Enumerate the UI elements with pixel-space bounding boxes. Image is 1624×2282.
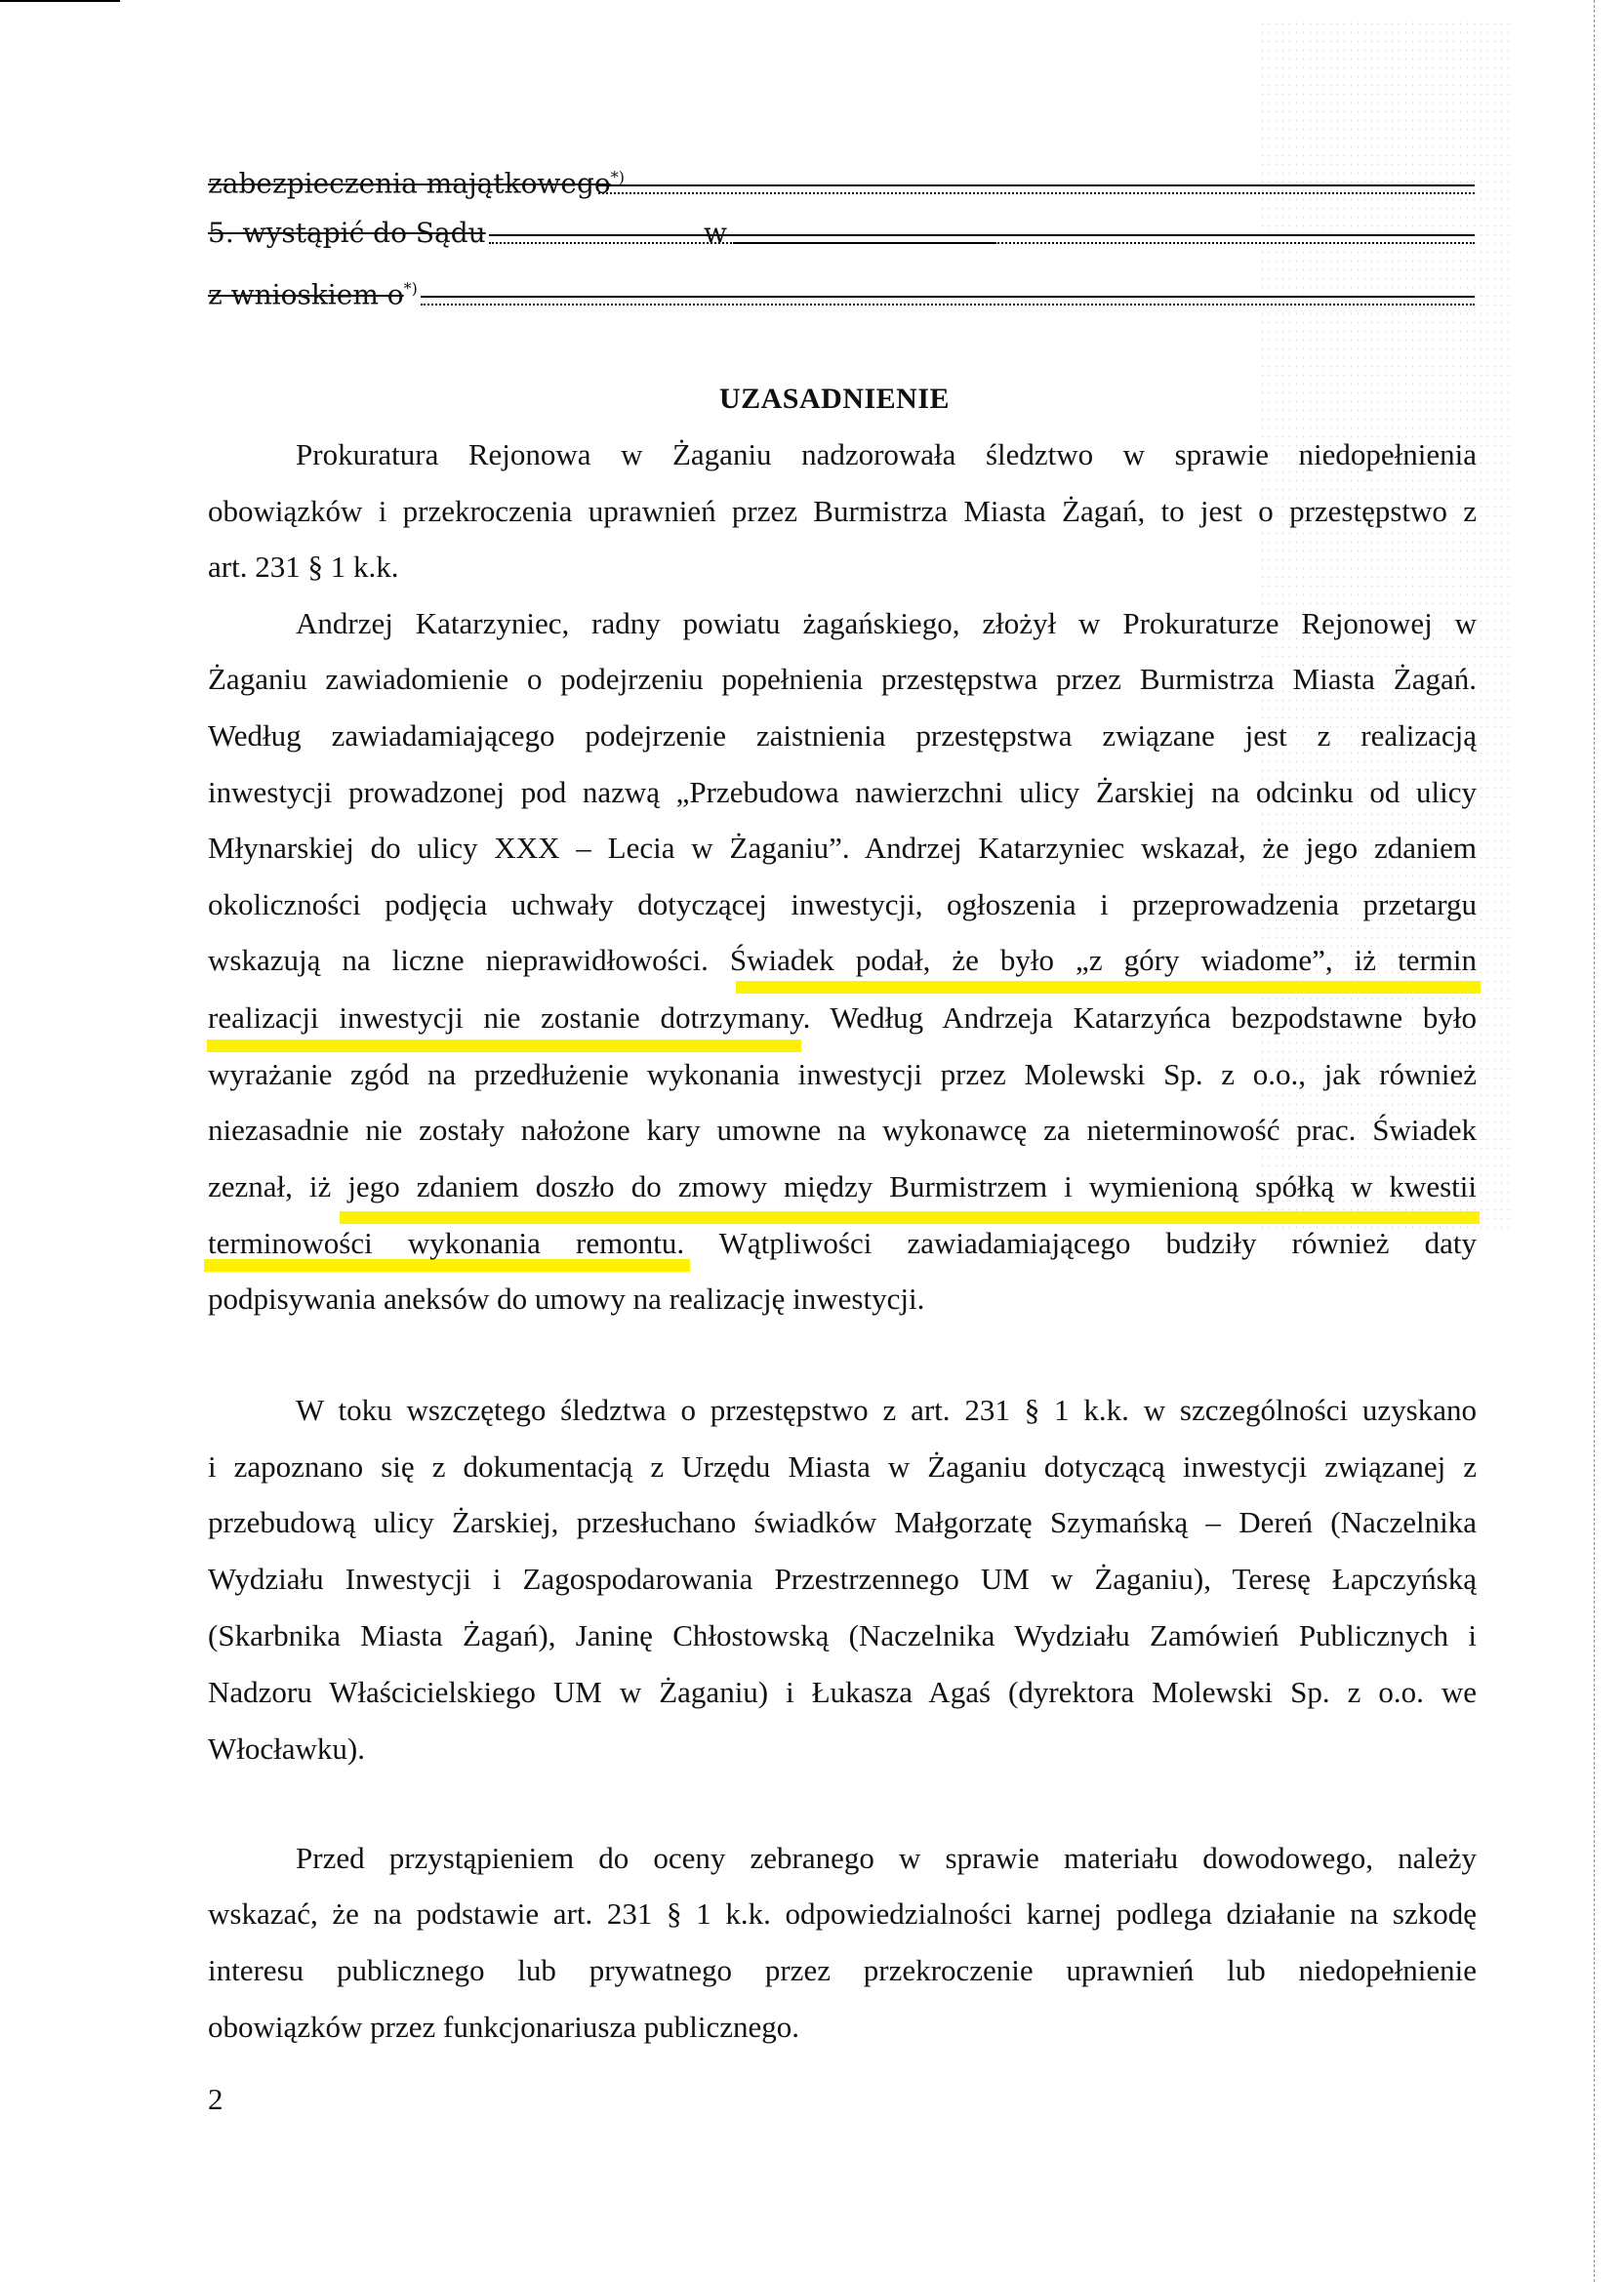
footnote-mark: *) [610, 168, 625, 186]
section-heading: UZASADNIENIE [718, 383, 951, 415]
fill-in-dots [733, 234, 1475, 244]
form-line-motion [208, 272, 1475, 311]
text-line: Przed przystąpieniem do oceny zebranego w sprawie materiału dowodowego, należy [296, 1841, 1477, 1875]
text-line: wyrażanie zgód na przedłużenie wykonania inwestycji przez Molewski Sp. z o.o., jak również [208, 1057, 1477, 1091]
form-line-court [208, 217, 1475, 250]
text-line: interesu publicznego lub prywatnego przez przekroczenie uprawnień lub niedopełnienie [208, 1953, 1477, 1987]
scan-edge-line [1594, 0, 1595, 2282]
fill-in-dots [421, 296, 1475, 306]
text-line: Wydziału Inwestycji i Zagospodarowania Przestrzennego UM w Żaganiu), Teresę Łapczyńską [208, 1562, 1477, 1596]
form-line-text: z wnioskiem o [208, 278, 404, 311]
highlight-bar [736, 981, 1481, 994]
text-line: obowiązków przez funkcjonariusza publicznego. [208, 2010, 799, 2044]
top-edge-rule [0, 0, 120, 2]
text-line: Prokuratura Rejonowa w Żaganiu nadzorowała śledztwo w sprawie niedopełnienia [296, 437, 1477, 471]
footnote-mark: *) [403, 279, 418, 298]
text-line: podpisywania aneksów do umowy na realizację inwestycji. [208, 1282, 925, 1316]
highlight-bar [207, 1039, 801, 1052]
text-line: W toku wszczętego śledztwa o przestępstwo z art. 231 § 1 k.k. w szczególności uzyskano [296, 1393, 1477, 1427]
text-line: Według zawiadamiającego podejrzenie zaistnienia przestępstwa związane jest z realizacją [208, 718, 1477, 753]
text-line: niezasadnie nie zostały nałożone kary umowne na wykonawcę za nieterminowość prac. Świadek [208, 1113, 1477, 1147]
text-line: przebudową ulicy Żarskiej, przesłuchano świadków Małgorzatę Szymańską – Dereń (Naczelnika [208, 1505, 1477, 1539]
text-line: Andrzej Katarzyniec, radny powiatu żagańskiego, złożył w Prokuraturze Rejonowej w [296, 606, 1477, 640]
text-line: obowiązków i przekroczenia uprawnień przez Burmistrza Miasta Żagań, to jest o przestępstwo z [208, 494, 1477, 528]
text-line: wskazują na liczne nieprawidłowości. Świadek podał, że było „z góry wiadome”, iż termin [208, 943, 1477, 977]
form-line-text: 5. wystąpić do Sądu [208, 217, 486, 249]
text-line: Nadzoru Właścicielskiego UM w Żaganiu) i Łukasza Agaś (dyrektora Molewski Sp. z o.o. we [208, 1675, 1477, 1709]
text-line: realizacji inwestycji nie zostanie dotrzymany. Według Andrzeja Katarzyńca bezpodstawne było [208, 1000, 1477, 1035]
text-line: terminowości wykonania remontu. Wątpliwości zawiadamiającego budziły również daty [208, 1226, 1477, 1260]
text-line: (Skarbnika Miasta Żagań), Janinę Chłostowską (Naczelnika Wydziału Zamówień Publicznych i [208, 1618, 1477, 1652]
form-line-security [208, 161, 1475, 200]
text-line: wskazać, że na podstawie art. 231 § 1 k.k. odpowiedzialności karnej podlega działanie na szkodę [208, 1896, 1477, 1931]
text-line: Młynarskiej do ulicy XXX – Lecia w Żaganiu”. Andrzej Katarzyniec wskazał, że jego zdaniem [208, 831, 1477, 865]
text-line: Żaganiu zawiadomienie o podejrzeniu popełnienia przestępstwa przez Burmistrza Miasta Żagań. [208, 662, 1477, 696]
text-line: i zapoznano się z dokumentacją z Urzędu Miasta w Żaganiu dotyczącą inwestycji związanej z [208, 1449, 1477, 1484]
form-line-text: zabezpieczenia majątkowego [208, 167, 611, 200]
text-line: okoliczności podjęcia uchwały dotyczącej inwestycji, ogłoszenia i przeprowadzenia przetargu [208, 887, 1477, 921]
page-number: 2 [208, 2082, 223, 2116]
highlight-bar [340, 1211, 1480, 1224]
text-line: Włocławku). [208, 1732, 365, 1766]
form-line-w: w [704, 217, 727, 249]
text-line: inwestycji prowadzonej pod nazwą „Przebudowa nawierzchni ulicy Żarskiej na odcinku od ulicy [208, 775, 1477, 809]
text-line: art. 231 § 1 k.k. [208, 550, 399, 584]
text-line: zeznał, iż jego zdaniem doszło do zmowy między Burmistrzem i wymienioną spółką w kwestii [208, 1169, 1477, 1203]
fill-in-dots [598, 184, 1475, 194]
